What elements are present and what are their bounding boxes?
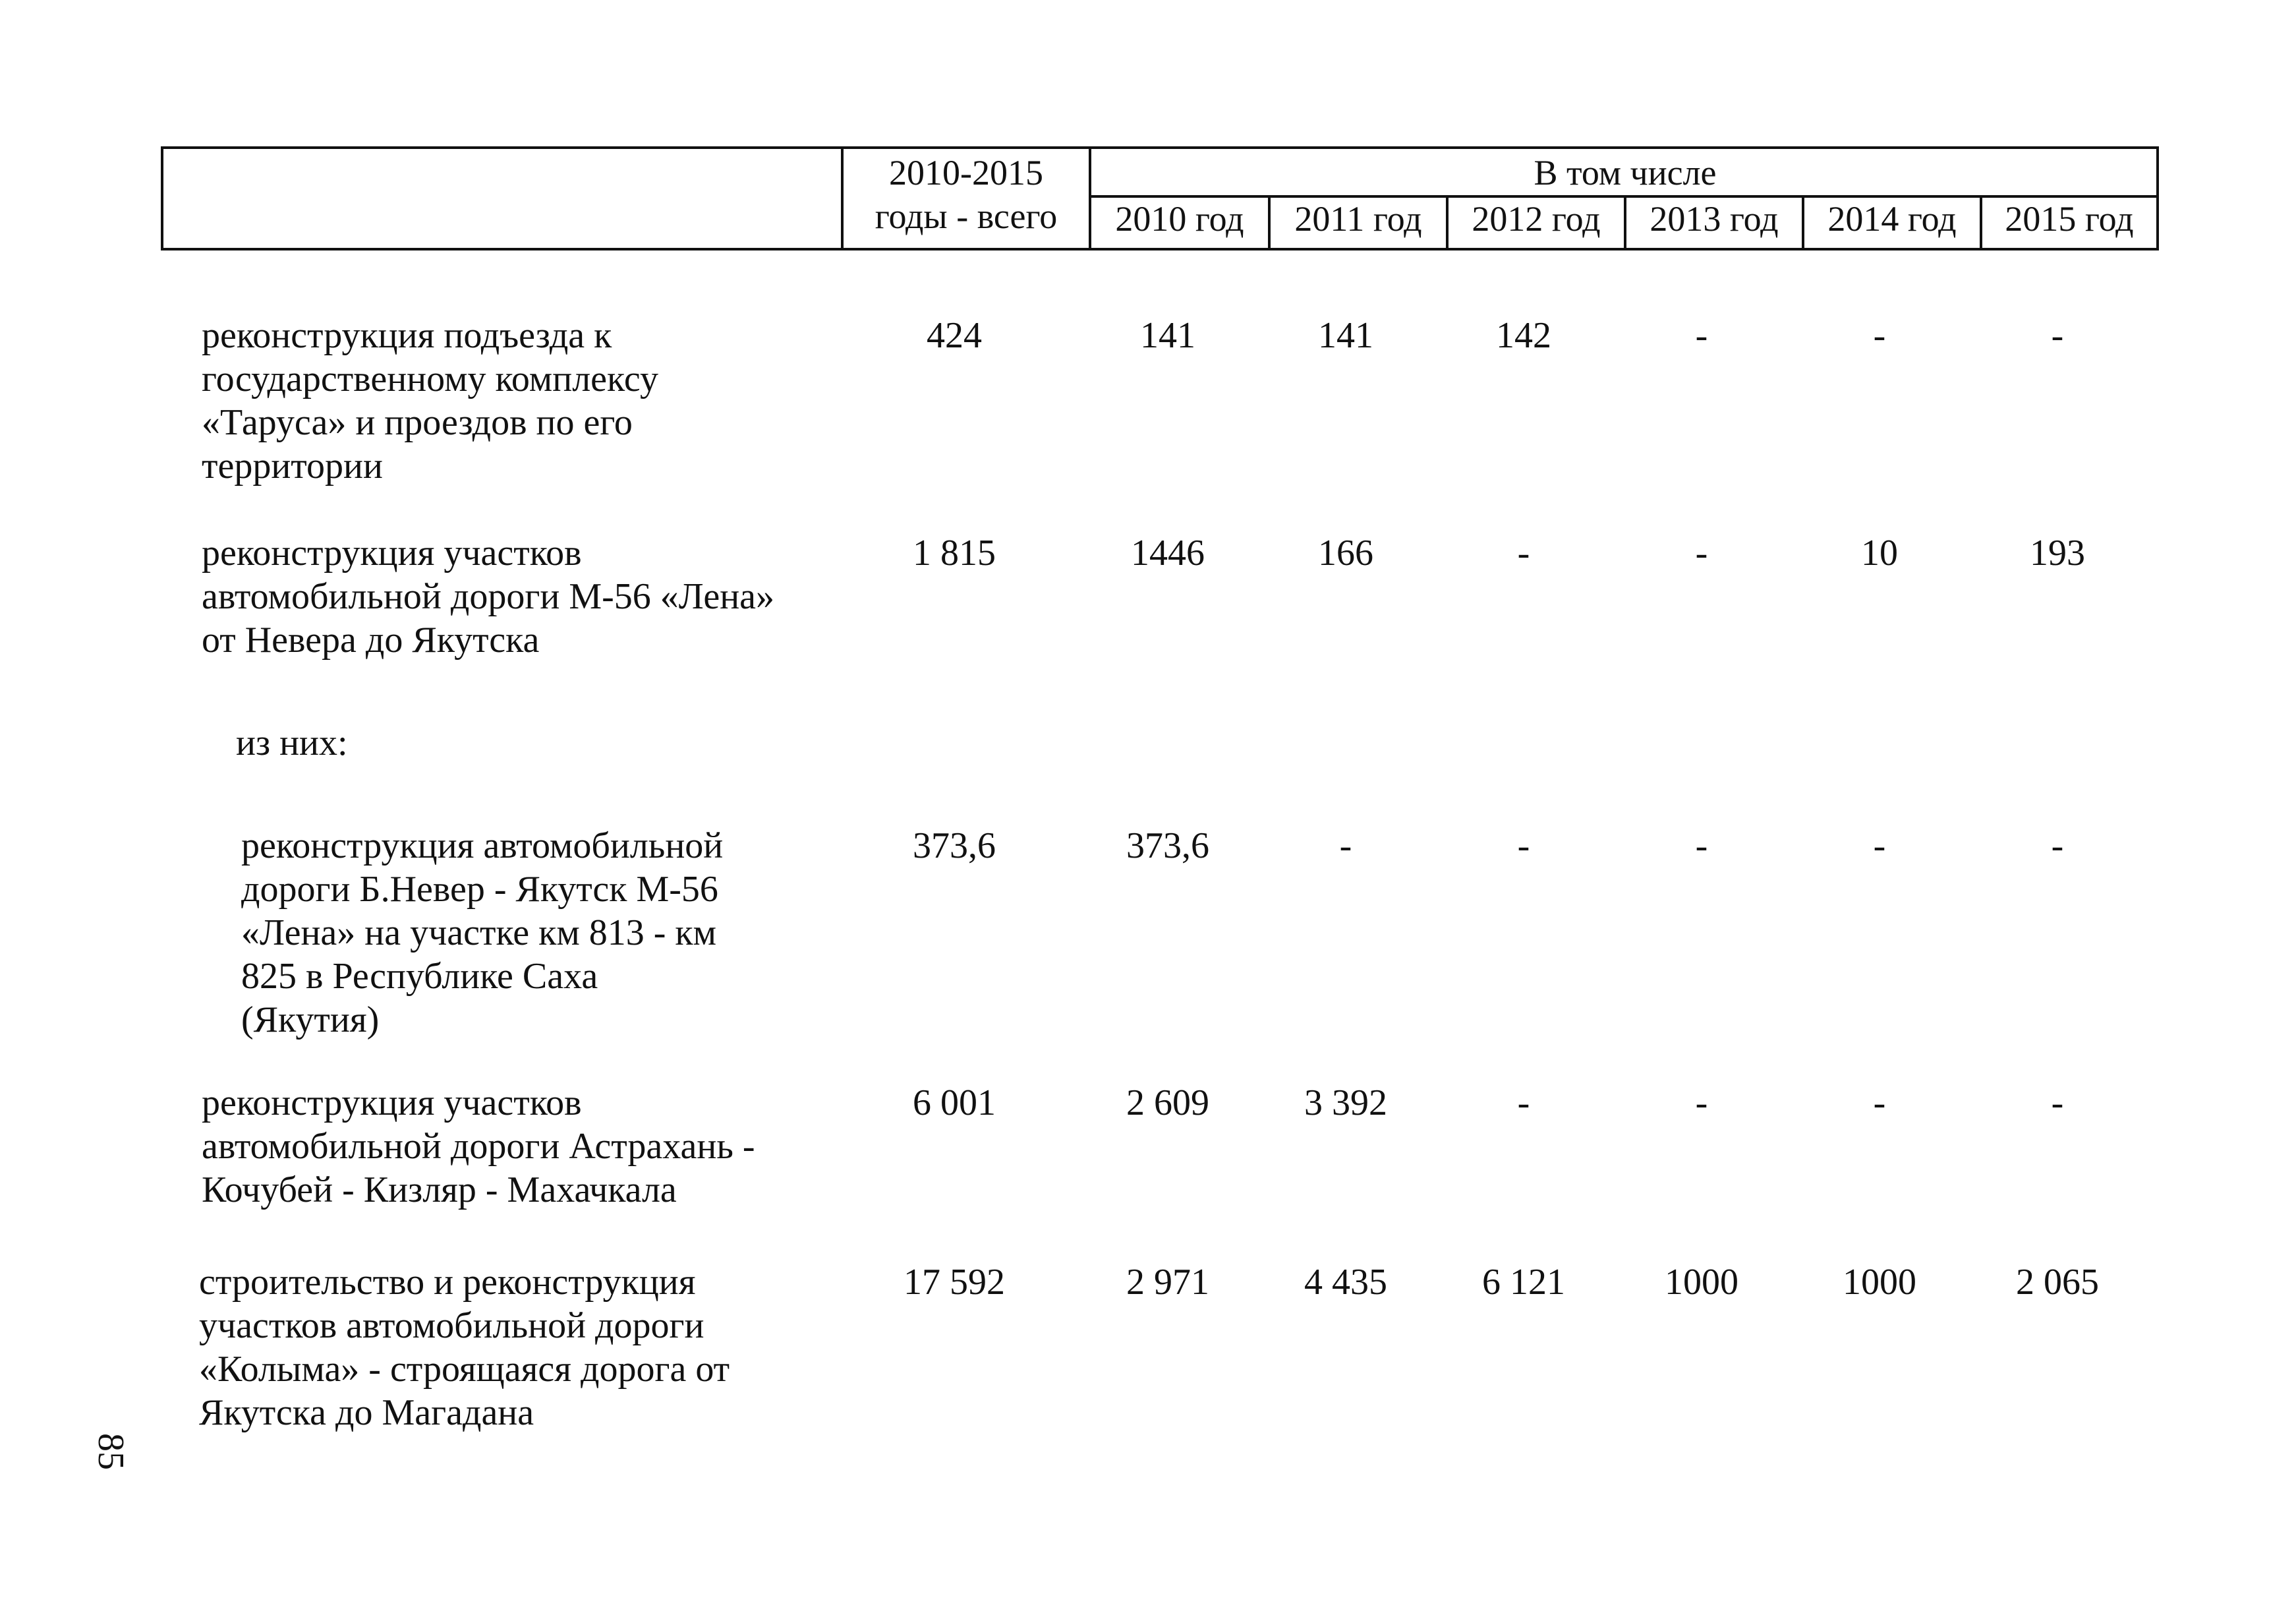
cell-2012: - xyxy=(1517,1082,1530,1123)
cell-2015: - xyxy=(2051,1082,2064,1123)
cell-2011: 3 392 xyxy=(1304,1082,1387,1123)
cell-2012: 142 xyxy=(1496,315,1551,356)
row-label-never-yakutsk: реконструкция автомобильной дороги Б.Невер - Якутск М-56 «Лена» на участке км 813 - км 825 в Республике Саха (Якутия) xyxy=(241,825,724,1040)
row-label-astrakhan: реконструкция участков автомобильной дороги Астрахань - Кочубей - Кизляр - Махачкала xyxy=(202,1082,755,1210)
header-year-2011: 2011 год xyxy=(1294,199,1422,239)
header-year-2014: 2014 год xyxy=(1827,199,1957,239)
cell-2014: - xyxy=(1873,315,1886,356)
cell-2012: - xyxy=(1517,533,1530,574)
cell-2014: 10 xyxy=(1861,533,1898,574)
cell-2013: - xyxy=(1695,533,1708,574)
cell-2012: 6 121 xyxy=(1482,1262,1565,1303)
cell-total: 6 001 xyxy=(913,1082,996,1123)
header-year-2012: 2012 год xyxy=(1472,199,1601,239)
table-header xyxy=(161,146,2159,250)
cell-total: 17 592 xyxy=(904,1262,1005,1303)
cell-2013: - xyxy=(1695,1082,1708,1123)
cell-2015: 193 xyxy=(2030,533,2085,574)
cell-2011: 166 xyxy=(1318,533,1373,574)
cell-2015: 2 065 xyxy=(2016,1262,2099,1303)
cell-2013: - xyxy=(1695,315,1708,356)
cell-2013: 1000 xyxy=(1665,1262,1738,1303)
cell-2011: 4 435 xyxy=(1304,1262,1387,1303)
cell-2010: 141 xyxy=(1140,315,1195,356)
header-subdivider xyxy=(1091,195,2156,198)
header-group-label: В том числе xyxy=(1534,153,1717,192)
header-year-2010: 2010 год xyxy=(1115,199,1244,239)
page-number: 85 xyxy=(90,1433,131,1470)
cell-2010: 2 971 xyxy=(1126,1262,1209,1303)
cell-2013: - xyxy=(1695,825,1708,866)
header-year-2013: 2013 год xyxy=(1650,199,1779,239)
row-label-kolyma: строительство и реконструкция участков автомобильной дороги «Колыма» - строящаяся дорога от Якутска до Магадана xyxy=(199,1262,730,1433)
cell-2011: 141 xyxy=(1318,315,1373,356)
cell-2010: 2 609 xyxy=(1126,1082,1209,1123)
header-year-2015: 2015 год xyxy=(2005,199,2134,239)
row-label-tarusa: реконструкция подъезда к государственному комплексу «Таруса» и проездов по его территории xyxy=(202,315,658,486)
cell-2015: - xyxy=(2051,825,2064,866)
cell-2010: 373,6 xyxy=(1126,825,1209,866)
header-total-line2: годы - всего xyxy=(875,196,1058,236)
cell-total: 424 xyxy=(927,315,982,356)
cell-2014: 1000 xyxy=(1843,1262,1916,1303)
cell-2011: - xyxy=(1339,825,1352,866)
cell-total: 373,6 xyxy=(913,825,996,866)
cell-2014: - xyxy=(1873,825,1886,866)
cell-2015: - xyxy=(2051,315,2064,356)
cell-total: 1 815 xyxy=(913,533,996,574)
cell-2014: - xyxy=(1873,1082,1886,1123)
header-total-line1: 2010-2015 xyxy=(889,153,1043,192)
row-label-lena: реконструкция участков автомобильной дороги М-56 «Лена» от Невера до Якутска xyxy=(202,533,775,661)
cell-2012: - xyxy=(1517,825,1530,866)
subitems-label: из них: xyxy=(236,722,348,763)
cell-2010: 1446 xyxy=(1131,533,1205,574)
